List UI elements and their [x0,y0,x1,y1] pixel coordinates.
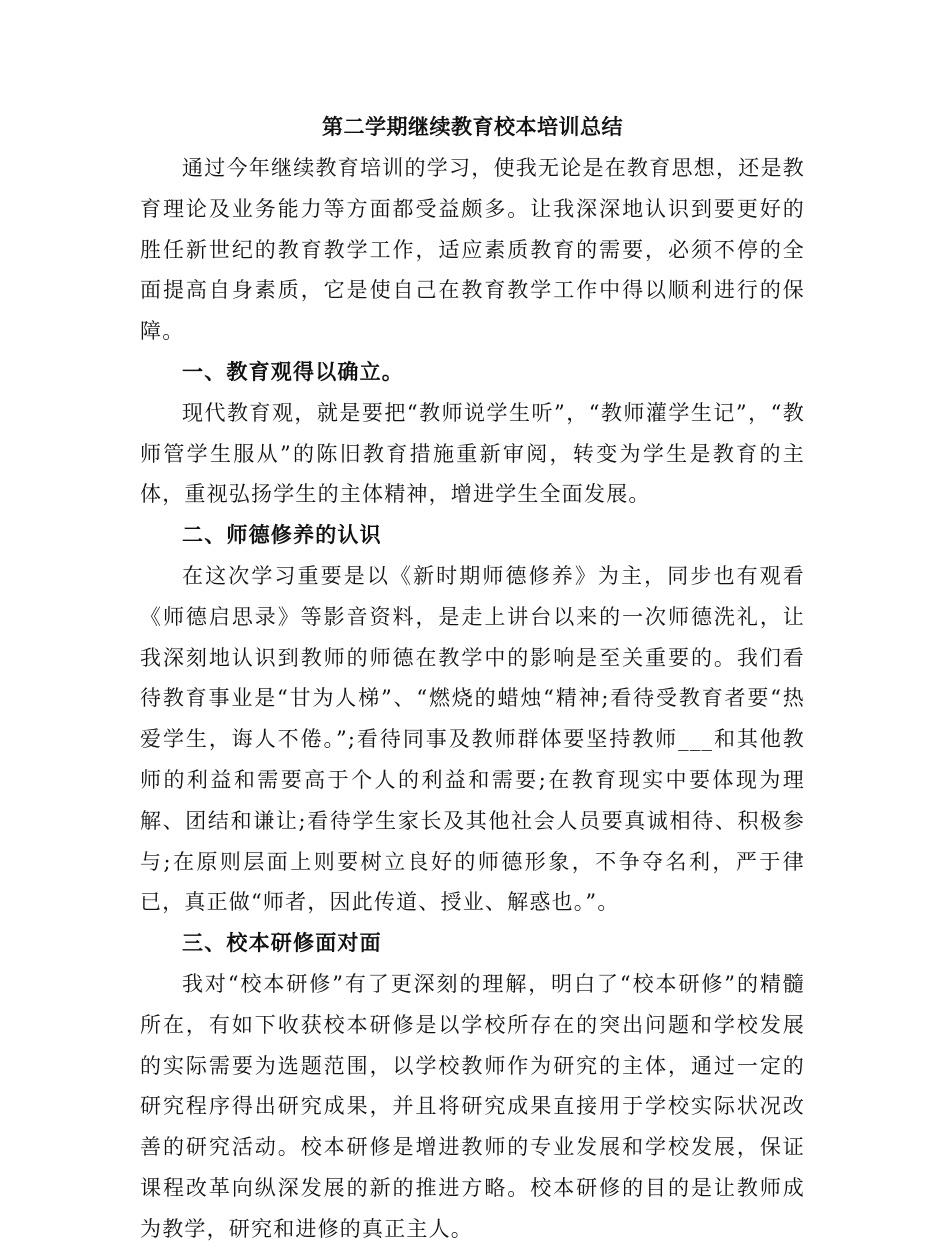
section-heading-2: 二、师德修养的认识 [182,522,382,548]
section-heading-1: 一、教育观得以确立。 [182,358,404,384]
section-heading-3: 三、校本研修面对面 [182,930,382,956]
section-body-3: 我对“校本研修”有了更深刻的理解，明白了“校本研修”的精髓所在，有如下收获校本研修是以学校所存在的突出问题和学校发展的实际需要为选题范围，以学校教师作为研究的主体，通过一定的研究程序得出研究成果，并且将研究成果直接用于学校实际状况改善的研究活动。校本研修是增进教师的专业发展和学校发展，保证课程改革向纵深发展的新的推进方略。校本研修的目的是让教师成为教学，研究和进修的真正主人。 [140,971,805,1241]
section-body-2: 在这次学习重要是以《新时期师德修养》为主，同步也有观看《师德启思录》等影音资料，是走上讲台以来的一次师德洗礼，让我深刻地认识到教师的师德在教学中的影响是至关重要的。我们看待教育事业是“甘为人梯”、“燃烧的蜡烛“精神;看待受教育者要“热爱学生，诲人不倦。”;看待同事及教师群体要坚持教师___和其他教师的利益和需要高于个人的利益和需要;在教育现实中要体现为理解、团结和谦让;看待学生家长及其他社会人员要真诚相待、积极参与;在原则层面上则要树立良好的师德形象，不争夺名利，严于律已，真正做“师者，因此传道、授业、解惑也。”。 [140,563,805,915]
document-title: 第二学期继续教育校本培训总结 [322,114,623,139]
document-page [140,106,805,1250]
intro-paragraph: 通过今年继续教育培训的学习，使我无论是在教育思想，还是教育理论及业务能力等方面都受益颇多。让我深深地认识到要更好的胜任新世纪的教育教学工作，适应素质教育的需要，必须不停的全面提高自身素质，它是使自己在教育教学工作中得以顺利进行的保障。 [140,156,805,344]
section-body-1: 现代教育观，就是要把“教师说学生听”，“教师灌学生记”，“教师管学生服从”的陈旧教育措施重新审阅，转变为学生是教育的主体，重视弘扬学生的主体精神，增进学生全面发展。 [140,400,805,507]
